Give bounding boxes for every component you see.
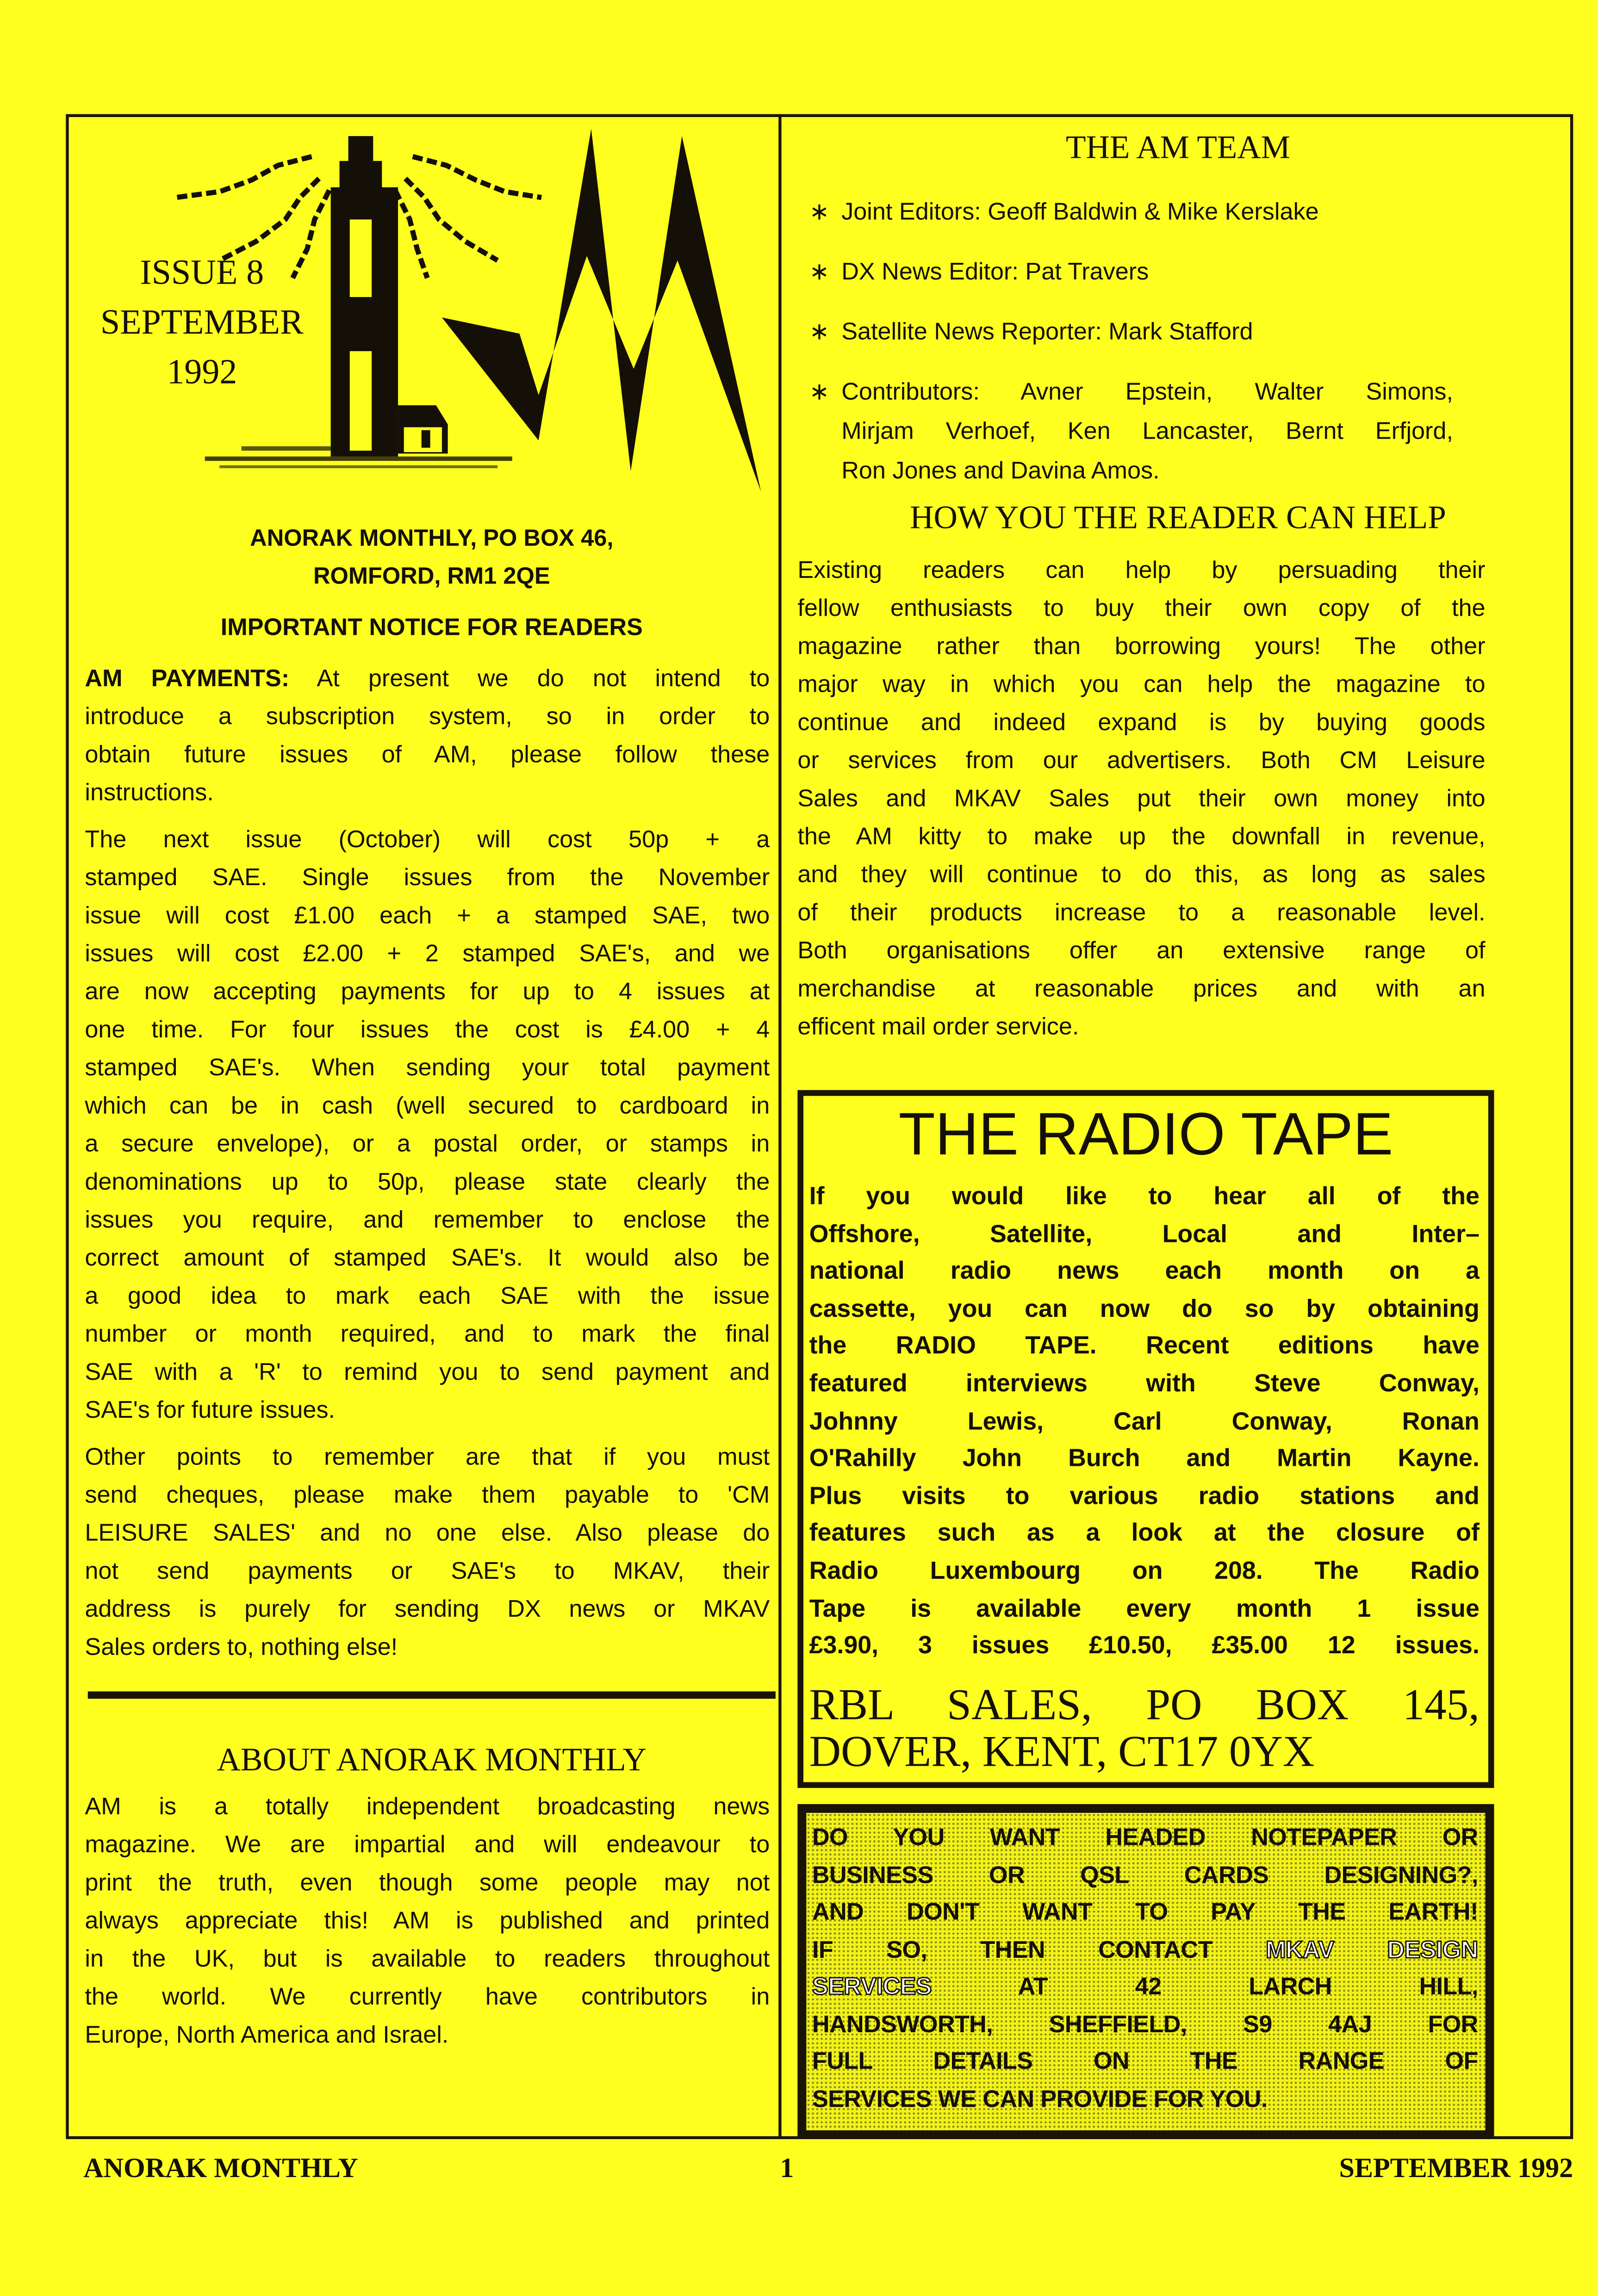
address-line: DOVER, KENT, CT17 0YX [809, 1728, 1315, 1776]
text-line: The next issue (October) will cost 50p + a [85, 826, 770, 853]
text-line: AND DON'T WANT TO PAY THE EARTH! [812, 1899, 1478, 1926]
team-member-item [809, 253, 1453, 292]
text-line: continue and indeed expand is by buying goods [797, 709, 1486, 736]
notice-heading: IMPORTANT NOTICE FOR READERS [220, 614, 643, 641]
text-line: print the truth, even though some people may not [85, 1870, 770, 1897]
radio-tape-body [809, 1178, 1480, 1664]
text-line: magazine. We are impartial and will endeavour to [85, 1831, 770, 1858]
text-line: introduce a subscription system, so in order to [85, 703, 770, 730]
page-number: 1 [780, 2153, 794, 2185]
team-member-item [809, 373, 1453, 491]
mkav-design-name: SERVICES [812, 1973, 932, 2000]
text-line: Sales orders to, nothing else! [85, 1634, 398, 1661]
text-line: Radio Luxembourg on 208. The Radio [809, 1557, 1480, 1585]
text-line: BUSINESS OR QSL CARDS DESIGNING?, [812, 1862, 1478, 1888]
text-line: the AM kitty to make up the downfall in revenue, [797, 824, 1486, 850]
text-line: correct amount of stamped SAE's. It would also be [85, 1245, 770, 1272]
text-line: SERVICES WE CAN PROVIDE FOR YOU. [812, 2085, 1268, 2112]
team-list [809, 193, 1453, 512]
bullet-asterisk-icon: ∗ [809, 199, 830, 225]
issue-number: ISSUE 8 [140, 254, 264, 293]
team-member-text: Ron Jones and Davina Amos. [841, 458, 1160, 484]
text-line: Sales and MKAV Sales put their own money into [797, 786, 1486, 812]
mailing-address [88, 521, 776, 597]
team-member-text: DX News Editor: Pat Travers [841, 259, 1149, 285]
text-line: AM is a totally independent broadcasting news [85, 1793, 770, 1820]
team-member-text: Satellite News Reporter: Mark Stafford [841, 319, 1253, 346]
text-line: obtain future issues of AM, please follow these [85, 742, 770, 769]
address-line: ROMFORD, RM1 2QE [313, 565, 550, 590]
text-line: are now accepting payments for up to 4 issues at [85, 979, 770, 1005]
text-line: issues you require, and remember to enclose the [85, 1207, 770, 1234]
text-line [812, 1932, 1478, 1970]
radio-tower-icon [331, 136, 448, 456]
team-member-item [809, 193, 1453, 232]
bullet-asterisk-icon: ∗ [809, 379, 830, 405]
radio-tape-title: THE RADIO TAPE [898, 1100, 1393, 1168]
text-line: HANDSWORTH, SHEFFIELD, S9 4AJ FOR [812, 2011, 1478, 2038]
section-divider [88, 1691, 776, 1699]
text-line: Plus visits to various radio stations and [809, 1482, 1480, 1510]
text-line: magazine rather than borrowing yours! The other [797, 633, 1486, 660]
text-line: denominations up to 50p, please state clearly the [85, 1169, 770, 1196]
mkav-ad-body [812, 1820, 1478, 2119]
team-heading: THE AM TEAM [1066, 129, 1290, 166]
text-line: Europe, North America and Israel. [85, 2022, 449, 2048]
text-line: national radio news each month on a [809, 1257, 1480, 1285]
text-line: issues will cost £2.00 + 2 stamped SAE's, and we [85, 941, 770, 968]
text-line: a secure envelope), or a postal order, or stamps in [85, 1131, 770, 1158]
footer-date: SEPTEMBER 1992 [1339, 2153, 1573, 2185]
text-span: At present we do not intend to [289, 665, 770, 692]
text-line: issue will cost £1.00 each + a stamped SAE, two [85, 903, 770, 929]
text-span: AT 42 LARCH HILL, [931, 1973, 1478, 2000]
help-body [797, 552, 1485, 1046]
text-line: features such as a look at the closure of [809, 1519, 1480, 1547]
text-line: always appreciate this! AM is published and printed [85, 1908, 770, 1935]
text-line: efficent mail order service. [797, 1014, 1079, 1041]
text-line: send cheques, please make them payable to 'CM [85, 1482, 770, 1509]
text-line: FULL DETAILS ON THE RANGE OF [812, 2048, 1478, 2075]
text-line [85, 660, 770, 698]
text-line: SAE with a 'R' to remind you to send payment and [85, 1359, 770, 1386]
text-line: a good idea to mark each SAE with the issue [85, 1283, 770, 1310]
text-line: DO YOU WANT HEADED NOTEPAPER OR [812, 1824, 1478, 1851]
team-member-text: Mirjam Verhoef, Ken Lancaster, Bernt Erfjord, [841, 418, 1453, 445]
team-member-text: Contributors: Avner Epstein, Walter Simons, [841, 379, 1453, 405]
text-line: fellow enthusiasts to buy their own copy of the [797, 595, 1486, 622]
text-line: the world. We currently have contributors in [85, 1984, 770, 2011]
text-line [812, 1969, 1478, 2007]
bullet-asterisk-icon: ∗ [809, 259, 830, 285]
issue-month: SEPTEMBER [100, 304, 304, 342]
text-line: address is purely for sending DX news or MKAV [85, 1596, 770, 1623]
text-line: Other points to remember are that if you must [85, 1444, 770, 1471]
radio-tape-address [809, 1682, 1480, 1776]
text-line: Existing readers can help by persuading their [797, 557, 1486, 584]
footer-title: ANORAK MONTHLY [83, 2153, 358, 2185]
text-line: major way in which you can help the magazine to [797, 671, 1486, 698]
bullet-asterisk-icon: ∗ [809, 319, 830, 346]
text-line: LEISURE SALES' and no one else. Also please do [85, 1520, 770, 1547]
address-line: ANORAK MONTHLY, PO BOX 46, [250, 527, 614, 552]
text-line: or services from our advertisers. Both CM Leisure [797, 747, 1486, 774]
text-line: and they will continue to do this, as long as sales [797, 862, 1486, 888]
address-line: RBL SALES, PO BOX 145, [809, 1681, 1480, 1730]
text-line: Johnny Lewis, Carl Conway, Ronan [809, 1407, 1480, 1435]
text-line: Tape is available every month 1 issue [809, 1594, 1480, 1622]
about-body [85, 1788, 770, 2054]
mkav-design-name: MKAV DESIGN [1266, 1936, 1478, 1963]
text-line: instructions. [85, 780, 214, 807]
text-line: number or month required, and to mark the final [85, 1321, 770, 1348]
text-line: one time. For four issues the cost is £4.00 + 4 [85, 1017, 770, 1043]
text-line: merchandise at reasonable prices and with an [797, 976, 1486, 1003]
text-line: in the UK, but is available to readers throughout [85, 1946, 770, 1973]
text-line: the RADIO TAPE. Recent editions have [809, 1332, 1480, 1360]
payments-label: AM PAYMENTS: [85, 665, 290, 692]
issue-year: 1992 [167, 354, 237, 392]
text-line: SAE's for future issues. [85, 1397, 336, 1424]
about-heading: ABOUT ANORAK MONTHLY [217, 1741, 647, 1778]
text-line: of their products increase to a reasonable level. [797, 900, 1486, 926]
text-line: O'Rahilly John Burch and Martin Kayne. [809, 1444, 1480, 1472]
team-member-text: Joint Editors: Geoff Baldwin & Mike Kerslake [841, 199, 1319, 225]
text-line: featured interviews with Steve Conway, [809, 1369, 1480, 1397]
text-line: which can be in cash (well secured to cardboard in [85, 1093, 770, 1120]
text-line: £3.90, 3 issues £10.50, £35.00 12 issues. [809, 1632, 1480, 1660]
notice-body [85, 660, 770, 1667]
team-member-item [809, 313, 1453, 353]
text-line: not send payments or SAE's to MKAV, their [85, 1558, 770, 1585]
text-line: stamped SAE's. When sending your total payment [85, 1055, 770, 1081]
help-heading: HOW YOU THE READER CAN HELP [910, 499, 1446, 536]
text-line: If you would like to hear all of the [809, 1182, 1480, 1210]
text-span: IF SO, THEN CONTACT [812, 1936, 1266, 1963]
text-line: Offshore, Satellite, Local and Inter– [809, 1219, 1480, 1247]
text-line: stamped SAE. Single issues from the November [85, 864, 770, 891]
text-line: cassette, you can now do so by obtaining [809, 1294, 1480, 1322]
text-line: Both organisations offer an extensive range of [797, 937, 1486, 964]
